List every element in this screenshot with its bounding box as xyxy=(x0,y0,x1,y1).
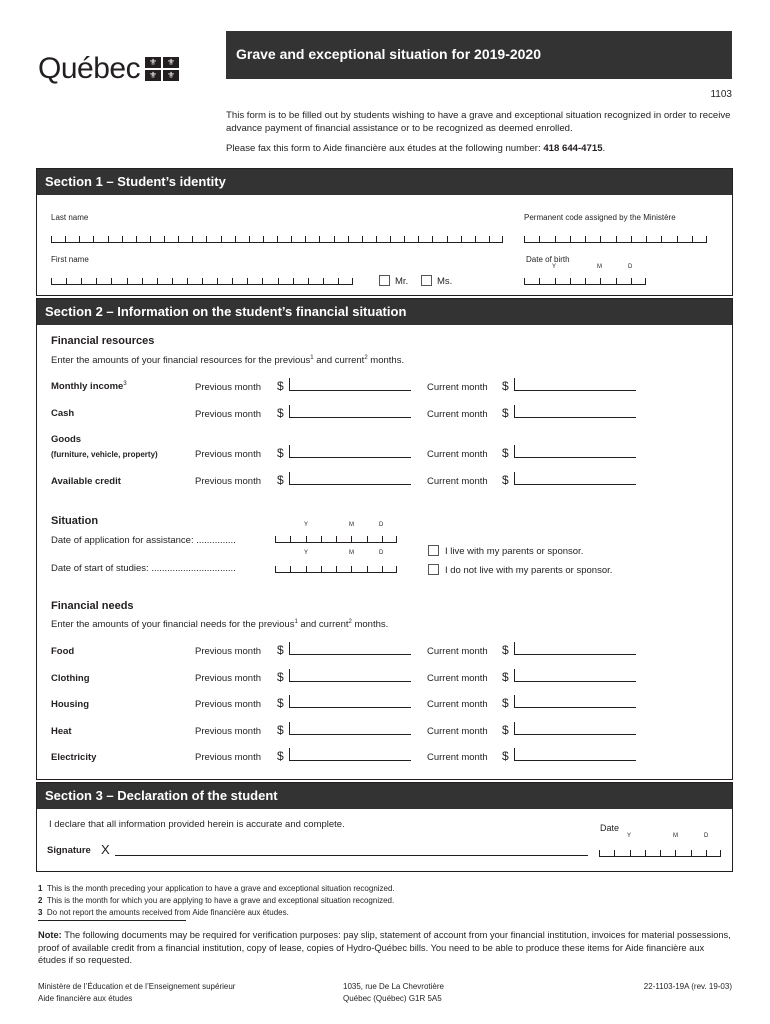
resource-current-dollar: $ xyxy=(502,446,509,460)
resource-previous-month-label: Previous month xyxy=(195,449,262,460)
comb-tick xyxy=(150,236,151,242)
footnotes xyxy=(38,883,395,919)
comb-tick xyxy=(660,850,661,856)
needs-intro-mid: and current xyxy=(297,619,349,631)
footnote-2-number: 2 xyxy=(38,896,43,905)
comb-tick xyxy=(599,850,600,856)
comb-tick xyxy=(172,278,173,284)
footnote-ref-1: 1 xyxy=(294,619,298,625)
comb-tick xyxy=(275,566,276,572)
comb-tick xyxy=(308,278,309,284)
need-current-amount-input[interactable] xyxy=(514,748,636,761)
comb-tick xyxy=(306,536,307,542)
comb-tick xyxy=(278,278,279,284)
monthly-income-text: Monthly income xyxy=(51,381,124,393)
need-previous-month-label: Previous month xyxy=(195,752,262,763)
resource-current-dollar: $ xyxy=(502,473,509,487)
date-application-label: Date of application for assistance: ............... xyxy=(51,535,236,546)
comb-tick xyxy=(157,278,158,284)
comb-tick xyxy=(108,236,109,242)
intro-paragraph: This form is to be filled out by students wishing to have a grave and exceptional situation recognized in order to receive advance payment of financial assistance or to be recognized as deemed enrolled. xyxy=(226,110,731,134)
start-d-label: D xyxy=(379,550,384,556)
comb-tick xyxy=(555,278,556,284)
resource-current-month-label: Current month xyxy=(427,382,488,393)
comb-tick xyxy=(142,278,143,284)
comb-tick xyxy=(351,536,352,542)
comb-tick xyxy=(502,236,503,242)
dob-d-label: D xyxy=(628,264,633,270)
need-current-month-label: Current month xyxy=(427,646,488,657)
quebec-logo: Québec xyxy=(38,52,141,85)
need-current-dollar: $ xyxy=(502,643,509,657)
last-name-field[interactable] xyxy=(51,231,503,243)
comb-tick xyxy=(127,278,128,284)
resources-intro-mid: and current xyxy=(313,355,365,367)
heat-label: Heat xyxy=(51,726,72,737)
first-name-label: First name xyxy=(51,255,89,264)
comb-tick xyxy=(382,566,383,572)
section-3-title: Section 3 – Declaration of the student xyxy=(37,783,732,809)
comb-tick xyxy=(646,236,647,242)
footnote-2 xyxy=(38,895,395,907)
resource-current-dollar: $ xyxy=(502,406,509,420)
footnote-1-number: 1 xyxy=(38,884,43,893)
ms-label: Ms. xyxy=(437,276,453,287)
comb-tick xyxy=(539,236,540,242)
decl-y-label: Y xyxy=(627,833,632,839)
resource-previous-month-label: Previous month xyxy=(195,476,262,487)
resource-previous-dollar: $ xyxy=(277,406,284,420)
comb-tick xyxy=(221,236,222,242)
not-live-with-parents-label: I do not live with my parents or sponsor. xyxy=(445,565,613,576)
footnote-2-text: This is the month for which you are applying to have a grave and exceptional situation recognized. xyxy=(46,896,395,905)
section-1-title: Section 1 – Student’s identity xyxy=(37,169,732,195)
comb-tick xyxy=(524,236,525,242)
comb-tick xyxy=(164,236,165,242)
financial-needs-heading: Financial needs xyxy=(51,600,134,612)
footnote-1 xyxy=(38,883,395,895)
need-current-dollar: $ xyxy=(502,696,509,710)
comb-tick xyxy=(645,278,646,284)
need-previous-month-label: Previous month xyxy=(195,646,262,657)
comb-tick xyxy=(290,536,291,542)
resource-previous-amount-input[interactable] xyxy=(289,472,411,485)
comb-tick xyxy=(645,850,646,856)
resource-previous-dollar: $ xyxy=(277,379,284,393)
footnote-3-text: Do not report the amounts received from Aide financière aux études. xyxy=(46,908,289,917)
resources-intro-text: Enter the amounts of your financial resources for the previous xyxy=(51,355,311,367)
comb-tick xyxy=(631,236,632,242)
comb-tick xyxy=(122,236,123,242)
decl-m-label: M xyxy=(673,833,678,839)
comb-tick xyxy=(382,536,383,542)
footnote-ref-1: 1 xyxy=(310,355,314,361)
need-current-amount-input[interactable] xyxy=(514,695,636,708)
footnote-3-number: 3 xyxy=(38,908,43,917)
comb-tick xyxy=(178,236,179,242)
comb-tick xyxy=(290,566,291,572)
financial-resources-heading: Financial resources xyxy=(51,335,155,347)
comb-tick xyxy=(570,278,571,284)
electricity-label: Electricity xyxy=(51,752,97,763)
resource-current-month-label: Current month xyxy=(427,409,488,420)
app-m-label: M xyxy=(349,522,354,528)
need-previous-amount-input[interactable] xyxy=(289,722,411,735)
footnote-1-text: This is the month preceding your application to have a grave and exceptional situation recognized. xyxy=(46,884,395,893)
section-1 xyxy=(36,168,733,296)
footnote-ref-3: 3 xyxy=(123,381,127,387)
footer-address-line1: 1035, rue De La Chevrotière xyxy=(343,982,444,991)
comb-tick xyxy=(630,850,631,856)
resource-current-month-label: Current month xyxy=(427,449,488,460)
resource-current-amount-input[interactable] xyxy=(514,472,636,485)
situation-heading: Situation xyxy=(51,515,99,527)
comb-tick xyxy=(555,236,556,242)
need-current-month-label: Current month xyxy=(427,699,488,710)
start-y-label: Y xyxy=(304,550,309,556)
comb-tick xyxy=(323,278,324,284)
comb-tick xyxy=(367,566,368,572)
comb-tick xyxy=(291,236,292,242)
resource-previous-month-label: Previous month xyxy=(195,382,262,393)
comb-tick xyxy=(616,278,617,284)
comb-tick xyxy=(539,278,540,284)
comb-tick xyxy=(362,236,363,242)
comb-tick xyxy=(706,850,707,856)
comb-tick xyxy=(352,278,353,284)
permanent-code-label: Permanent code assigned by the Ministère xyxy=(524,213,676,222)
comb-tick xyxy=(600,278,601,284)
signature-label: Signature xyxy=(47,845,91,856)
resource-current-amount-input[interactable] xyxy=(514,378,636,391)
declaration-text: I declare that all information provided herein is accurate and complete. xyxy=(49,819,345,830)
cash-label: Cash xyxy=(51,408,75,419)
comb-tick xyxy=(351,566,352,572)
comb-tick xyxy=(65,236,66,242)
date-of-birth-field[interactable] xyxy=(524,273,646,285)
need-previous-amount-input[interactable] xyxy=(289,748,411,761)
comb-tick xyxy=(447,236,448,242)
need-previous-month-label: Previous month xyxy=(195,726,262,737)
comb-tick xyxy=(66,278,67,284)
decl-d-label: D xyxy=(704,833,709,839)
need-current-month-label: Current month xyxy=(427,726,488,737)
resource-previous-amount-input[interactable] xyxy=(289,445,411,458)
comb-tick xyxy=(321,566,322,572)
comb-tick xyxy=(390,236,391,242)
date-application-field[interactable] xyxy=(275,531,397,543)
comb-tick xyxy=(235,236,236,242)
section-2-title: Section 2 – Information on the student’s financial situation xyxy=(37,299,732,325)
comb-tick xyxy=(319,236,320,242)
comb-tick xyxy=(277,236,278,242)
comb-tick xyxy=(367,536,368,542)
comb-tick xyxy=(616,236,617,242)
comb-tick xyxy=(81,278,82,284)
resource-previous-dollar: $ xyxy=(277,473,284,487)
resources-intro-end: months. xyxy=(367,355,405,367)
fax-number: 418 644-4715 xyxy=(543,143,603,154)
note-text: The following documents may be required for verification purposes: pay slip, statement of account from your financial institution, invoices for material possessions, proof of available credit from a financial institution, copy of lease, copies of Hydro-Québec bills. You need to be able to produce these items for Aide financière aux études if so requested. xyxy=(38,930,731,965)
comb-tick xyxy=(111,278,112,284)
comb-tick xyxy=(192,236,193,242)
comb-tick xyxy=(51,236,52,242)
footnote-3 xyxy=(38,907,395,919)
monthly-income-label xyxy=(51,381,127,392)
comb-tick xyxy=(187,278,188,284)
form-title: Grave and exceptional situation for 2019-2020 xyxy=(226,31,732,79)
fax-instruction: Please fax this form to Aide financière aux études at the following number: xyxy=(226,143,541,154)
need-previous-dollar: $ xyxy=(277,723,284,737)
mr-checkbox[interactable] xyxy=(379,275,390,286)
comb-tick xyxy=(348,236,349,242)
date-start-field[interactable] xyxy=(275,561,397,573)
app-d-label: D xyxy=(379,522,384,528)
intro-text xyxy=(226,110,736,156)
need-previous-dollar: $ xyxy=(277,643,284,657)
comb-tick xyxy=(336,566,337,572)
need-current-dollar: $ xyxy=(502,723,509,737)
live-with-parents-label: I live with my parents or sponsor. xyxy=(445,546,584,557)
comb-tick xyxy=(600,236,601,242)
fax-paragraph: Please fax this form to Aide financière aux études at the following number: 418 644-4715. xyxy=(226,143,606,154)
permanent-code-field[interactable] xyxy=(524,231,707,243)
need-previous-month-label: Previous month xyxy=(195,699,262,710)
resource-current-month-label: Current month xyxy=(427,476,488,487)
needs-intro-text: Enter the amounts of your financial needs for the previous xyxy=(51,619,295,631)
date-of-birth-label: Date of birth xyxy=(526,255,570,264)
need-previous-dollar: $ xyxy=(277,749,284,763)
comb-tick xyxy=(305,236,306,242)
comb-tick xyxy=(570,236,571,242)
comb-tick xyxy=(585,236,586,242)
comb-tick xyxy=(96,278,97,284)
footer-form-code: 22-1103-19A (rev. 19-03) xyxy=(643,982,732,991)
date-start-label: Date of start of studies: ................................ xyxy=(51,563,236,574)
comb-tick xyxy=(232,278,233,284)
need-previous-amount-input[interactable] xyxy=(289,642,411,655)
comb-tick xyxy=(691,850,692,856)
needs-instructions xyxy=(51,619,388,630)
last-name-label: Last name xyxy=(51,213,89,222)
footer-ministry-line2: Aide financière aux études xyxy=(38,994,133,1003)
housing-label: Housing xyxy=(51,699,89,710)
comb-tick xyxy=(217,278,218,284)
comb-tick xyxy=(51,278,52,284)
comb-tick xyxy=(475,236,476,242)
need-previous-dollar: $ xyxy=(277,696,284,710)
comb-tick xyxy=(202,278,203,284)
food-label: Food xyxy=(51,646,75,657)
comb-tick xyxy=(338,278,339,284)
comb-tick xyxy=(396,566,397,572)
comb-tick xyxy=(585,278,586,284)
footnote-divider xyxy=(38,920,186,921)
section-2 xyxy=(36,298,733,780)
first-name-field[interactable] xyxy=(51,273,353,285)
comb-tick xyxy=(524,278,525,284)
clothing-label: Clothing xyxy=(51,673,90,684)
need-previous-amount-input[interactable] xyxy=(289,695,411,708)
comb-tick xyxy=(136,236,137,242)
comb-tick xyxy=(321,536,322,542)
section-3 xyxy=(36,782,733,872)
need-current-month-label: Current month xyxy=(427,752,488,763)
comb-tick xyxy=(418,236,419,242)
resources-instructions xyxy=(51,355,404,366)
footer-ministry-line1: Ministère de l’Éducation et de l’Enseignement supérieur xyxy=(38,982,236,991)
needs-intro-end: months. xyxy=(351,619,389,631)
comb-tick xyxy=(432,236,433,242)
footer-address-line2: Québec (Québec) G1R 5A5 xyxy=(343,994,442,1003)
comb-tick xyxy=(336,536,337,542)
comb-tick xyxy=(677,236,678,242)
need-current-amount-input[interactable] xyxy=(514,669,636,682)
comb-tick xyxy=(249,236,250,242)
comb-tick xyxy=(461,236,462,242)
need-current-amount-input[interactable] xyxy=(514,642,636,655)
comb-tick xyxy=(275,536,276,542)
fleur-de-lis-flag-icon: ⚜ ⚜ ⚜ ⚜ xyxy=(145,57,179,81)
ms-checkbox[interactable] xyxy=(421,275,432,286)
footer-ministry xyxy=(38,981,235,1005)
comb-tick xyxy=(79,236,80,242)
comb-tick xyxy=(614,850,615,856)
goods-detail-label: (furniture, vehicle, property) xyxy=(51,450,158,459)
form-number: 1103 xyxy=(710,89,732,100)
comb-tick xyxy=(631,278,632,284)
comb-tick xyxy=(404,236,405,242)
note-label: Note: xyxy=(38,930,62,940)
dob-m-label: M xyxy=(597,264,602,270)
comb-tick xyxy=(489,236,490,242)
not-live-with-parents-checkbox[interactable] xyxy=(428,564,439,575)
comb-tick xyxy=(675,850,676,856)
footnote-ref-2: 2 xyxy=(364,355,368,361)
comb-tick xyxy=(692,236,693,242)
comb-tick xyxy=(93,236,94,242)
comb-tick xyxy=(247,278,248,284)
comb-tick xyxy=(293,278,294,284)
resource-previous-dollar: $ xyxy=(277,446,284,460)
comb-tick xyxy=(706,236,707,242)
declaration-date-label: Date xyxy=(600,823,620,833)
comb-tick xyxy=(720,850,721,856)
resource-current-amount-input[interactable] xyxy=(514,445,636,458)
declaration-date-field[interactable] xyxy=(599,845,721,857)
footer-address xyxy=(343,981,444,1005)
dob-y-label: Y xyxy=(552,264,557,270)
note-paragraph xyxy=(38,929,734,967)
comb-tick xyxy=(263,236,264,242)
comb-tick xyxy=(396,536,397,542)
signature-x-mark: X xyxy=(101,842,110,857)
need-current-amount-input[interactable] xyxy=(514,722,636,735)
footnote-ref-2: 2 xyxy=(348,619,352,625)
need-previous-month-label: Previous month xyxy=(195,673,262,684)
need-previous-dollar: $ xyxy=(277,670,284,684)
need-current-month-label: Current month xyxy=(427,673,488,684)
comb-tick xyxy=(206,236,207,242)
need-current-dollar: $ xyxy=(502,670,509,684)
comb-tick xyxy=(376,236,377,242)
need-previous-amount-input[interactable] xyxy=(289,669,411,682)
live-with-parents-checkbox[interactable] xyxy=(428,545,439,556)
resource-previous-amount-input[interactable] xyxy=(289,405,411,418)
resource-previous-month-label: Previous month xyxy=(195,409,262,420)
start-m-label: M xyxy=(349,550,354,556)
resource-previous-amount-input[interactable] xyxy=(289,378,411,391)
app-y-label: Y xyxy=(304,522,309,528)
available-credit-label: Available credit xyxy=(51,476,121,487)
need-current-dollar: $ xyxy=(502,749,509,763)
goods-label: Goods xyxy=(51,434,82,445)
resource-current-amount-input[interactable] xyxy=(514,405,636,418)
comb-tick xyxy=(661,236,662,242)
comb-tick xyxy=(334,236,335,242)
mr-label: Mr. xyxy=(395,276,409,287)
signature-line[interactable] xyxy=(115,855,588,856)
resource-current-dollar: $ xyxy=(502,379,509,393)
comb-tick xyxy=(306,566,307,572)
comb-tick xyxy=(262,278,263,284)
